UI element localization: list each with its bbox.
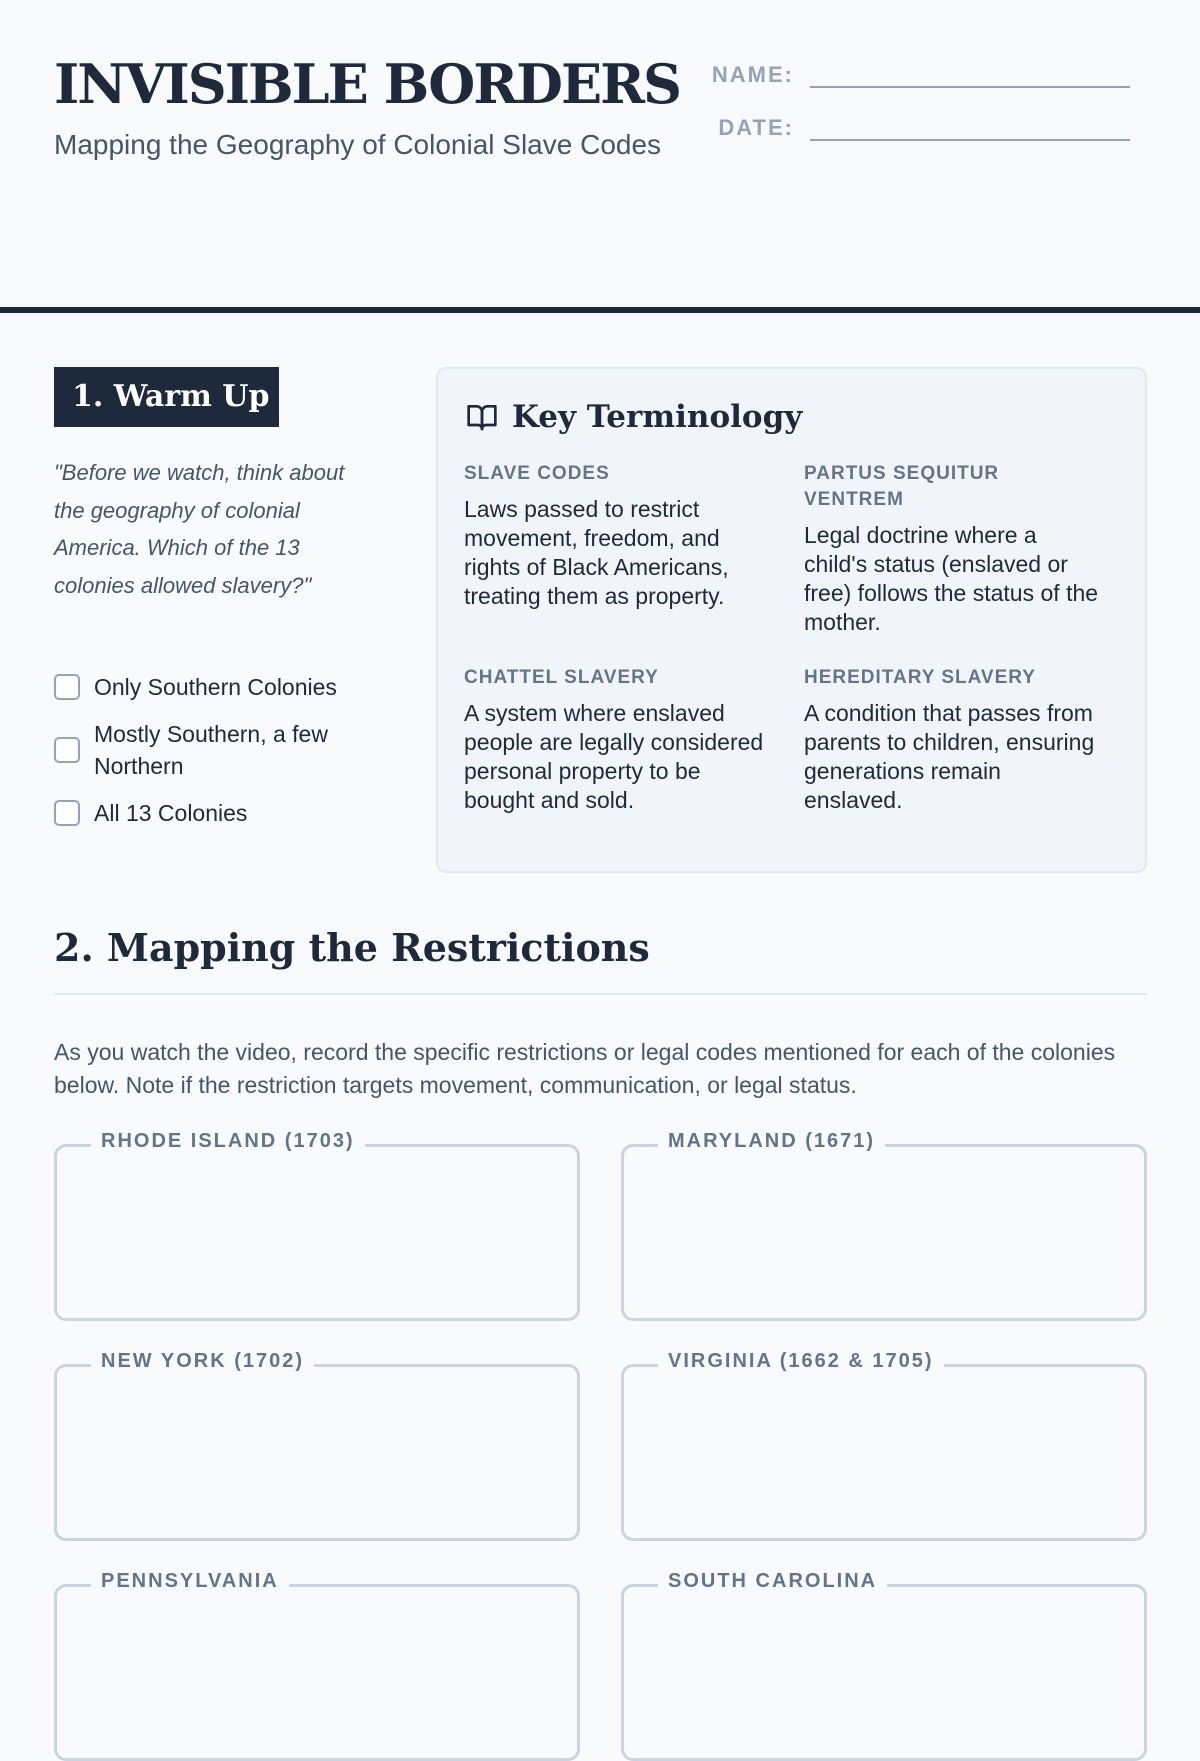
term-partus-sequitur-ventrem [804, 461, 1104, 637]
terminology-title: Key Terminology [512, 399, 803, 435]
date-field[interactable] [810, 117, 1130, 141]
option-mostly-southern[interactable] [54, 718, 354, 782]
colony-box-pennsylvania[interactable] [54, 1570, 580, 1761]
term-name: HEREDITARY SLAVERY [804, 667, 1036, 688]
section-divider [54, 993, 1147, 995]
colony-label: MARYLAND (1671) [658, 1127, 885, 1155]
colony-label: RHODE ISLAND (1703) [91, 1127, 365, 1155]
open-book-icon [466, 401, 498, 433]
option-only-southern[interactable] [54, 671, 337, 703]
date-row [704, 115, 1130, 141]
term-hereditary-slavery [804, 665, 1104, 815]
term-definition: Legal doctrine where a child's status (enslaved or free) follows the status of the mother. [804, 522, 1099, 635]
colony-box-maryland[interactable] [621, 1130, 1147, 1321]
key-terminology-card [436, 367, 1147, 873]
term-definition: Laws passed to restrict movement, freedom, and rights of Black Americans, treating them as property. [464, 496, 729, 609]
option-label: All 13 Colonies [94, 800, 248, 826]
colony-box-south-carolina[interactable] [621, 1570, 1147, 1761]
term-name: PARTUS SEQUITUR VENTREM [804, 463, 1000, 510]
term-slave-codes [464, 461, 764, 611]
colony-label: VIRGINIA (1662 & 1705) [658, 1347, 944, 1375]
term-name: CHATTEL SLAVERY [464, 667, 659, 688]
colony-box-rhode-island[interactable] [54, 1130, 580, 1321]
term-definition: A system where enslaved people are legally considered personal property to be bought and sold. [464, 700, 764, 813]
checkbox[interactable] [54, 674, 80, 700]
checkbox[interactable] [54, 800, 80, 826]
mapping-heading: 2. Mapping the Restrictions [54, 925, 650, 970]
checkbox[interactable] [54, 737, 80, 763]
worksheet-title: INVISIBLE BORDERS [54, 52, 681, 116]
name-label: NAME: [711, 62, 794, 87]
colony-box-virginia[interactable] [621, 1350, 1147, 1541]
option-label: Only Southern Colonies [94, 674, 337, 700]
colony-label: NEW YORK (1702) [91, 1347, 314, 1375]
colony-box-new-york[interactable] [54, 1350, 580, 1541]
name-row [704, 62, 1130, 88]
term-definition: A condition that passes from parents to children, ensuring generations remain enslaved. [804, 700, 1095, 813]
name-field[interactable] [810, 64, 1130, 88]
warm-up-prompt: "Before we watch, think about the geography of colonial America. Which of the 13 colonies allowed slavery?" [54, 460, 345, 598]
option-all-colonies[interactable] [54, 797, 247, 829]
terminology-header [466, 399, 802, 435]
mapping-instructions: As you watch the video, record the specific restrictions or legal codes mentioned for each of the colonies below. Note if the restriction targets movement, communication, or legal status. [54, 1039, 1116, 1098]
term-chattel-slavery [464, 665, 764, 815]
header-divider [0, 307, 1200, 313]
date-label: DATE: [718, 115, 794, 140]
term-name: SLAVE CODES [464, 463, 610, 484]
colony-label: PENNSYLVANIA [91, 1567, 289, 1595]
colony-label: SOUTH CAROLINA [658, 1567, 887, 1595]
worksheet-subtitle: Mapping the Geography of Colonial Slave Codes [54, 129, 662, 160]
option-label: Mostly Southern, a few Northern [94, 721, 328, 779]
warm-up-heading: 1. Warm Up [54, 367, 279, 427]
